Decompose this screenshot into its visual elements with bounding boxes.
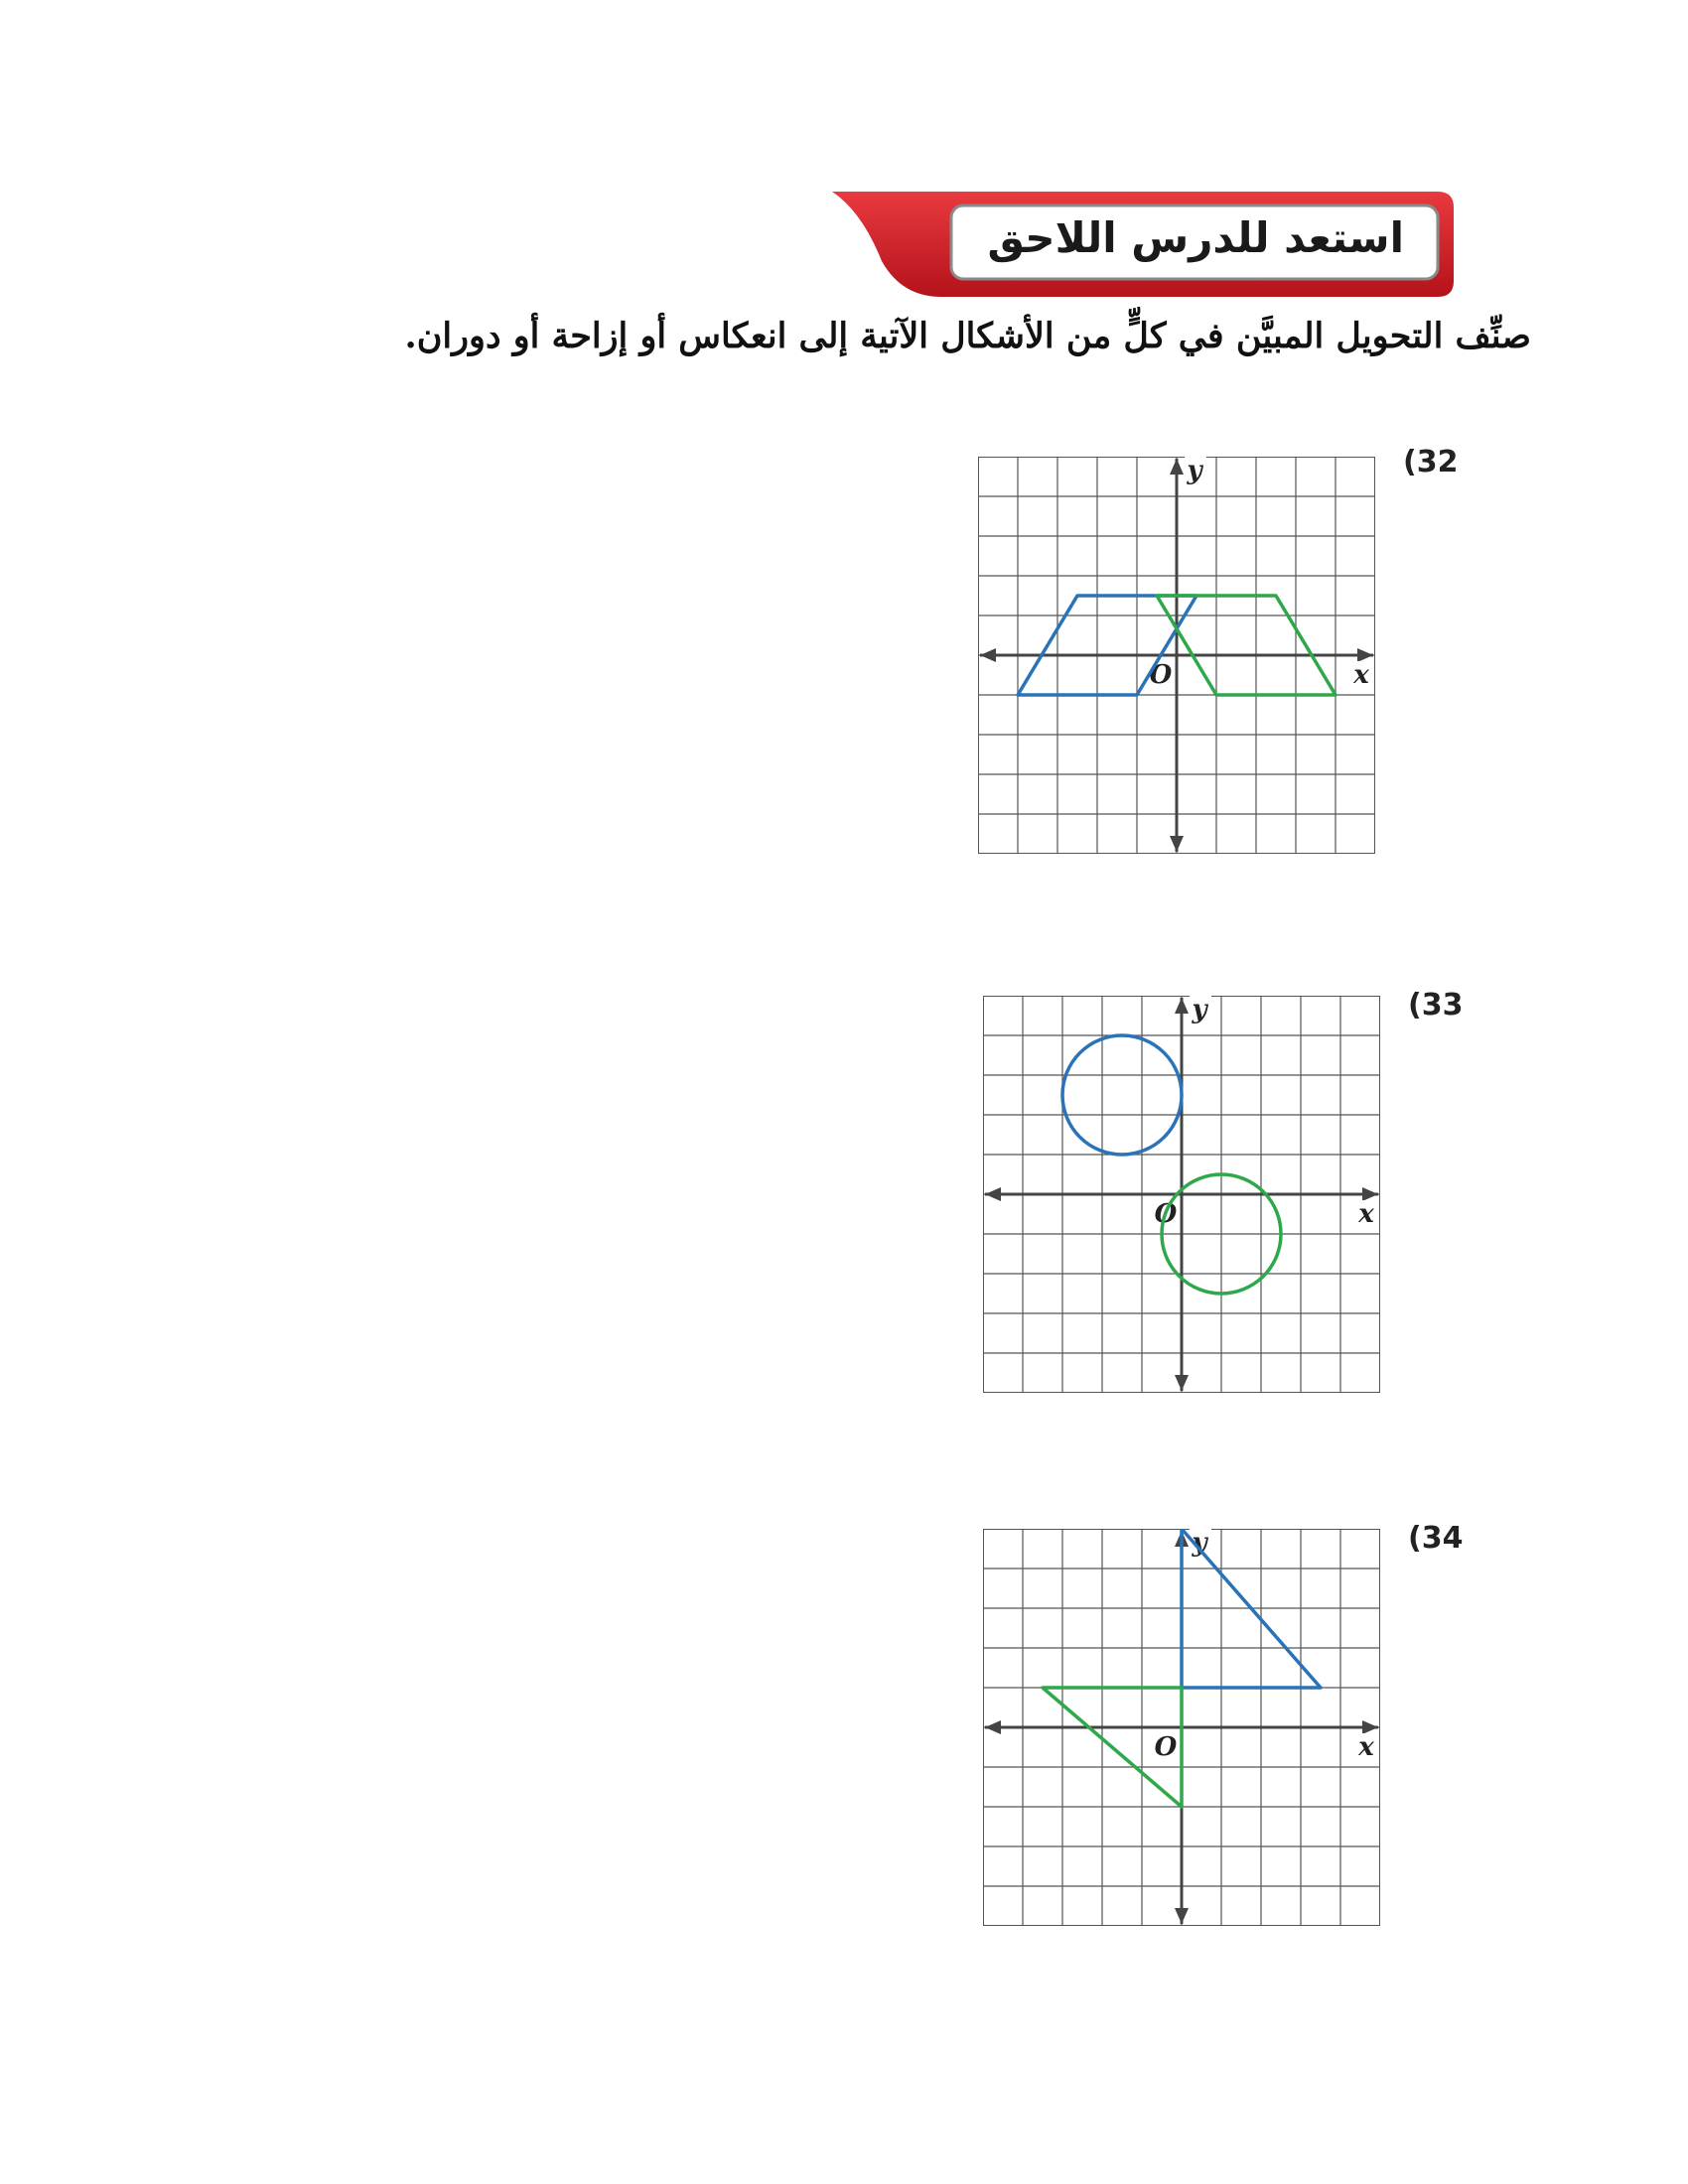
image-figure (1157, 596, 1336, 695)
problem-number: (34 (1408, 1521, 1464, 1556)
x-axis-arrow (985, 1187, 1001, 1201)
y-axis-arrow (1175, 1375, 1189, 1391)
y-axis-arrow (1170, 459, 1184, 475)
x-axis-arrow (980, 648, 996, 662)
preimage-figure (1062, 1035, 1182, 1155)
y-axis-arrow (1175, 998, 1189, 1014)
origin-label: O (1149, 660, 1173, 690)
coordinate-grid (983, 1529, 1380, 1926)
x-axis-label: x (1358, 1199, 1374, 1229)
instruction-text: صنِّف التحويل المبيَّن في كلٍّ من الأشكال الآتية إلى انعكاس أو إزاحة أو دوران. (404, 316, 1531, 356)
x-axis-arrow (985, 1720, 1001, 1734)
y-axis-label: y (1187, 457, 1202, 485)
coordinate-grid (983, 996, 1380, 1393)
x-axis-label: x (1358, 1732, 1374, 1762)
section-banner (832, 192, 1454, 297)
coordinate-grid (978, 457, 1375, 854)
x-axis-label: x (1353, 660, 1369, 690)
y-axis-label: y (1192, 996, 1207, 1024)
origin-label: O (1154, 1732, 1178, 1762)
y-axis-arrow (1175, 1908, 1189, 1924)
y-axis-label: y (1192, 1529, 1207, 1558)
y-axis-arrow (1170, 836, 1184, 852)
origin-label: O (1154, 1199, 1178, 1229)
banner-title: استعد للدرس اللاحق (987, 213, 1404, 262)
problem-number: (32 (1403, 445, 1459, 479)
problem-number: (33 (1408, 988, 1464, 1023)
